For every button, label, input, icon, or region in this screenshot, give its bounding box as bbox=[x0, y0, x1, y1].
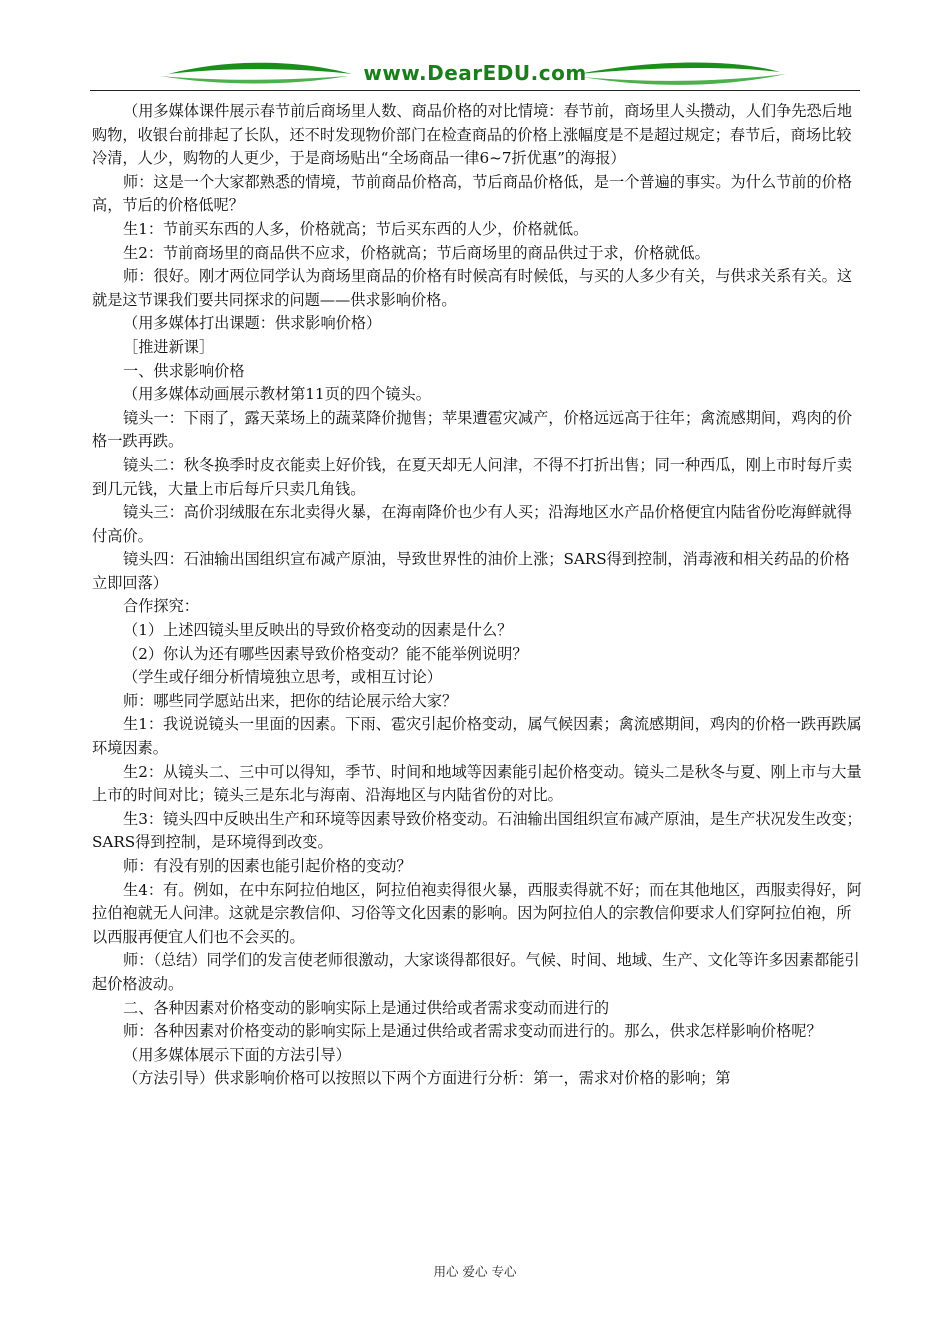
section-heading: 一、供求影响价格 bbox=[123, 361, 245, 380]
document-body bbox=[92, 100, 862, 1091]
paragraph: 镜头二：秋冬换季时皮衣能卖上好价钱，在夏天却无人问津，不得不打折出售；同一种西瓜，刚上市时每斤卖到几元钱，大量上市后每斤只卖几角钱。 bbox=[92, 455, 852, 498]
paragraph: （方法引导）供求影响价格可以按照以下两个方面进行分析：第一，需求对价格的影响；第 bbox=[123, 1069, 731, 1088]
paragraph: 师：哪些同学愿站出来，把你的结论展示给大家？ bbox=[123, 691, 458, 710]
paragraph: （用多媒体展示下面的方法引导） bbox=[123, 1045, 351, 1064]
section-marker: ［推进新课］ bbox=[123, 337, 215, 356]
paragraph: 生2：节前商场里的商品供不应求，价格就高；节后商场里的商品供过于求，价格就低。 bbox=[123, 243, 710, 262]
paragraph: 镜头三：高价羽绒服在东北卖得火暴，在海南降价也少有人买；沿海地区水产品价格便宜内陆省份吃海鲜就得付高价。 bbox=[92, 503, 852, 545]
section-heading: 二、各种因素对价格变动的影响实际上是通过供给或者需求变动而进行的 bbox=[123, 998, 609, 1017]
paragraph: 合作探究： bbox=[123, 597, 199, 616]
site-header bbox=[90, 52, 860, 96]
page-footer: 用心 爱心 专心 bbox=[433, 1264, 517, 1279]
paragraph: 生3：镜头四中反映出生产和环境等因素导致价格变动。石油输出国组织宣布减产原油，是生产状况发生改变；SARS得到控制，是环境得到改变。 bbox=[92, 809, 862, 852]
paragraph: （用多媒体打出课题：供求影响价格） bbox=[123, 314, 382, 333]
paragraph: 师：各种因素对价格变动的影响实际上是通过供给或者需求变动而进行的。那么，供求怎样影响价格呢？ bbox=[123, 1022, 822, 1041]
paragraph: （用多媒体动画展示教材第11页的四个镜头。 bbox=[123, 385, 431, 404]
question-item: （1）上述四镜头里反映出的导致价格变动的因素是什么？ bbox=[123, 621, 513, 640]
paragraph: 师：有没有别的因素也能引起价格的变动？ bbox=[123, 857, 412, 875]
paragraph: 生4：有。例如，在中东阿拉伯地区，阿拉伯袍卖得很火暴，西服卖得就不好；而在其他地区，西服卖得好，阿拉伯袍就无人问津。这就是宗教信仰、习俗等文化因素的影响。因为阿拉伯人的宗教信仰要求人们穿阿拉伯袍，所以西服再便宜人们也不会买的。 bbox=[92, 880, 862, 946]
paragraph: 生1：节前买东西的人多，价格就高；节后买东西的人少，价格就低。 bbox=[123, 219, 589, 238]
paragraph: 镜头四：石油输出国组织宣布减产原油，导致世界性的油价上涨；SARS得到控制，消毒液和相关药品的价格立即回落） bbox=[92, 550, 850, 592]
paragraph: 生1：我说说镜头一里面的因素。下雨、雹灾引起价格变动，属气候因素；禽流感期间，鸡肉的价格一跌再跌属环境因素。 bbox=[92, 715, 862, 758]
paragraph: 师：这是一个大家都熟悉的情境，节前商品价格高，节后商品价格低，是一个普遍的事实。为什么节前的价格高，节后的价格低呢？ bbox=[92, 172, 852, 215]
paragraph: 镜头一：下雨了，露天菜场上的蔬菜降价抛售；苹果遭雹灾减产，价格远远高于往年；禽流感期间，鸡肉的价格一跌再跌。 bbox=[92, 408, 852, 451]
header-divider bbox=[90, 90, 860, 91]
paragraph: （用多媒体课件展示春节前后商场里人数、商品价格的对比情境：春节前，商场里人头攒动，人们争先恐后地购物，收银台前排起了长队，还不时发现物价部门在检查商品的价格上涨幅度是不是超过规定；春节后，商场比较冷清，人少，购物的人更少，于是商场贴出“全场商品一律6~7折优惠”的海报） bbox=[92, 102, 852, 168]
paragraph: 生2：从镜头二、三中可以得知，季节、时间和地域等因素能引起价格变动。镜头二是秋冬与夏、刚上市与大量上市的时间对比；镜头三是东北与海南、沿海地区与内陆省份的对比。 bbox=[92, 762, 862, 805]
paragraph: （学生或仔细分析情境独立思考，或相互讨论） bbox=[123, 668, 442, 687]
question-item: （2）你认为还有哪些因素导致价格变动？能不能举例说明？ bbox=[123, 644, 528, 663]
site-logo-text[interactable]: www.DearEDU.com bbox=[363, 61, 587, 85]
paragraph: 师：（总结）同学们的发言使老师很激动，大家谈得都很好。气候、时间、地域、生产、文化等许多因素都能引起价格波动。 bbox=[92, 951, 860, 993]
paragraph: 师：很好。刚才两位同学认为商场里商品的价格有时候高有时候低，与买的人多少有关，与供求关系有关。这就是这节课我们要共同探求的问题——供求影响价格。 bbox=[92, 267, 852, 309]
